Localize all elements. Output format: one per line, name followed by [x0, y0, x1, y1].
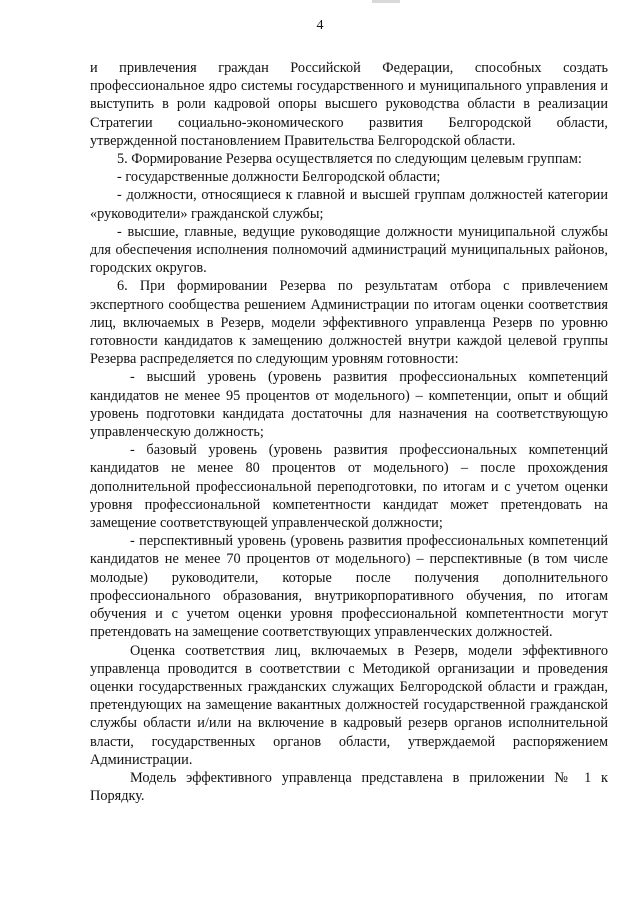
scan-artifact: [372, 0, 400, 3]
list-item-group-state-positions: - государственные должности Белгородской области;: [117, 169, 441, 186]
page-number: 4: [316, 18, 324, 33]
paragraph-assessment: Оценка соответствия лиц, включаемых в Резерв, модели эффективного управленца проводится в соответствии с Методикой организации и проведения оценки государственных гражданских служащих Белгородской области и граждан, претендующих на замещение вакантных должностей государственной гражданской службы области и/или на включение в кадровый резерв органов исполнительной власти, государственных органов области, утверждаемой распоряжением Администрации.: [90, 642, 608, 768]
list-item-level-basic: - базовый уровень (уровень развития профессиональных компетенций кандидатов не менее 80 процентов от модельного) – после прохождения дополнительной профессиональной переподготовки, по итогам и с учетом оценки уровня профессиональной компетентности кандидат может претендовать на замещение соответствующей управленческой должности;: [90, 442, 608, 532]
paragraph-intro-continuation: и привлечения граждан Российской Федерации, способных создать профессиональное ядро системы государственного и муниципального управления и выступить в роли кадровой опоры высшего руководства области в реализации Стратегии социально-экономического развития Белгородской области, утвержденной постановлением Правительства Белгородской области.: [90, 60, 608, 149]
paragraph-model-reference: Модель эффективного управленца представлена в приложении № 1 к Порядку.: [90, 769, 608, 805]
list-item-level-highest: - высший уровень (уровень развития профессиональных компетенций кандидатов не менее 95 процентов от модельного) – компетенции, опыт и общий уровень подготовки кандидата достаточны для назначения на соответствующую управленческую должность;: [90, 369, 608, 441]
paragraph-item-5: 5. Формирование Резерва осуществляется по следующим целевым группам:: [117, 151, 582, 168]
list-item-group-civil-service: - должности, относящиеся к главной и высшей группам должностей категории «руководители» гражданской службы;: [90, 187, 608, 222]
list-item-group-municipal-service: - высшие, главные, ведущие руководящие должности муниципальной службы для обеспечения исполнения полномочий администраций муниципальных районов, городских округов.: [90, 223, 608, 277]
list-item-level-prospective: - перспективный уровень (уровень развития профессиональных компетенций кандидатов не менее 70 процентов от модельного) – перспективные (в том числе молодые) руководители, которые после получения дополнительного профессионального образования, внутрикорпоративного обучения, по итогам обучения и с учетом оценки уровня профессиональной компетентности могут претендовать на замещение соответствующих управленческих должностей.: [90, 533, 608, 641]
paragraph-item-6: 6. При формировании Резерва по результатам отбора с привлечением экспертного сообщества решением Администрации по итогам оценки соответствия лиц, включаемых в Резерв, модели эффективного управленца Резерв по уровню готовности кандидатов к замещению должностей внутри каждой целевой группы Резерва распределяется по следующим уровням готовности:: [90, 278, 608, 368]
document-body: [90, 59, 608, 805]
